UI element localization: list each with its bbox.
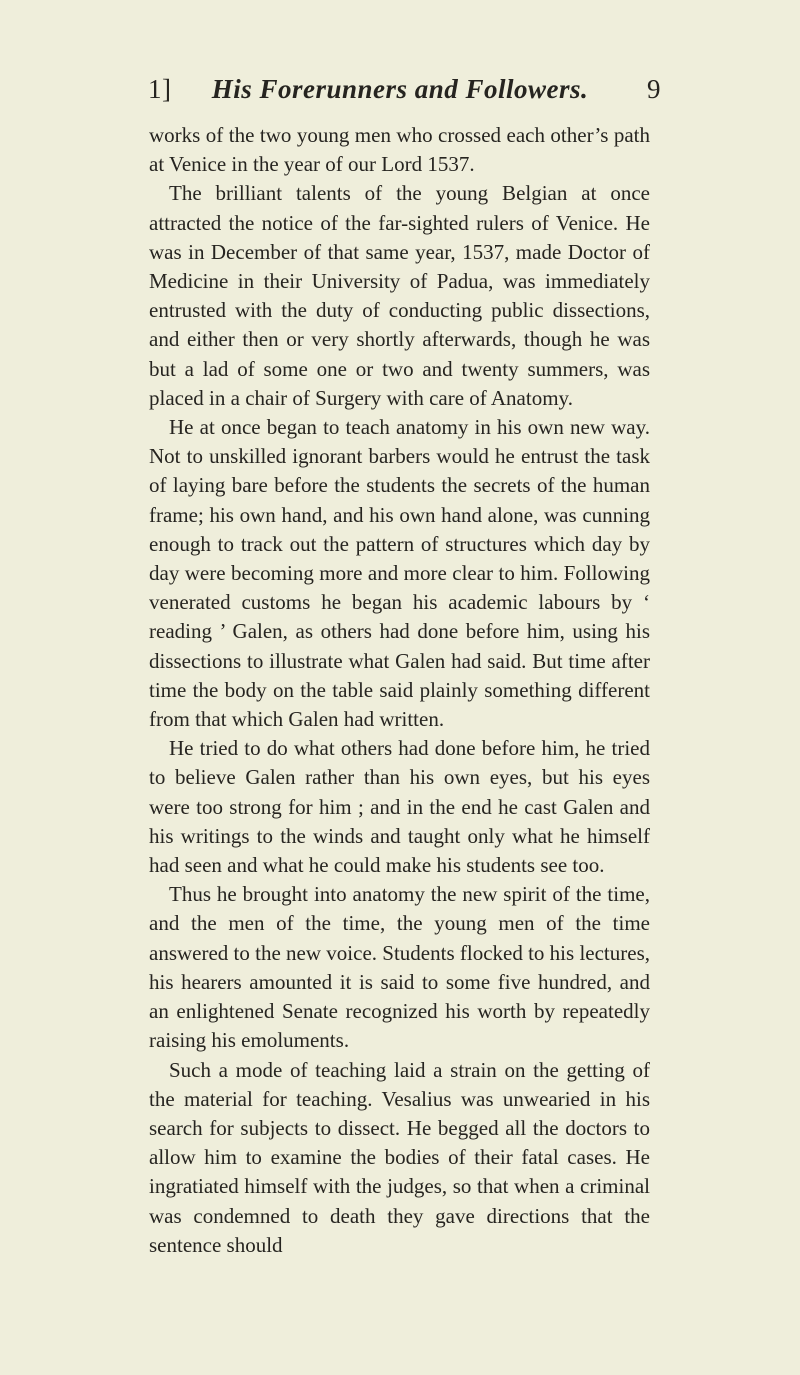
paragraph: He at once began to teach anatomy in his own new way. Not to unskilled ignorant barbers would he entrust the task of laying bare before the students the secrets of the human frame; his own hand, and his own hand alone, was cunning enough to track out the pattern of structures which day by day were becoming more and more clear to him. Following venerated customs he began his academic labours by ‘ reading ’ Galen, as others had done before him, using his dissections to illustrate what Galen had said. But time after time the body on the table said plainly something different from that which Galen had written. xyxy=(149,415,650,732)
running-head xyxy=(0,74,800,110)
running-title: His Forerunners and Followers. xyxy=(211,74,589,104)
paragraph: Such a mode of teaching laid a strain on the getting of the material for teaching. Vesalius was unwearied in his search for subjects to dissect. He begged all the doctors to allow him to examine the bodies of their fatal cases. He ingratiated himself with the judges, so that when a criminal was condemned to death they gave directions that the sentence should xyxy=(149,1057,650,1257)
paragraph: The brilliant talents of the young Belgian at once attracted the notice of the far-sighted rulers of Venice. He was in December of that same year, 1537, made Doctor of Medicine in their University of Padua, was immediately entrusted with the duty of conducting public dissections, and either then or very shortly afterwards, though he was but a lad of some one or two and twenty summers, was placed in a chair of Surgery with care of Anatomy. xyxy=(149,181,650,410)
paragraph: He tried to do what others had done before him, he tried to believe Galen rather than his own eyes, but his eyes were too strong for him ; and in the end he cast Galen and his writings to the winds and taught only what he himself had seen and what he could make his students see too. xyxy=(149,736,650,878)
body-text xyxy=(149,121,650,1260)
paragraph: Thus he brought into anatomy the new spirit of the time, and the men of the time, the young men of the time answered to the new voice. Students flocked to his lectures, his hearers amounted it is said to some five hundred, and an enlightened Senate recognized his worth by repeatedly raising his emoluments. xyxy=(149,882,650,1053)
paragraph: works of the two young men who crossed each other’s path at Venice in the year of our Lord 1537. xyxy=(149,123,650,177)
section-number: 1] xyxy=(148,74,172,104)
page-number: 9 xyxy=(647,74,661,104)
